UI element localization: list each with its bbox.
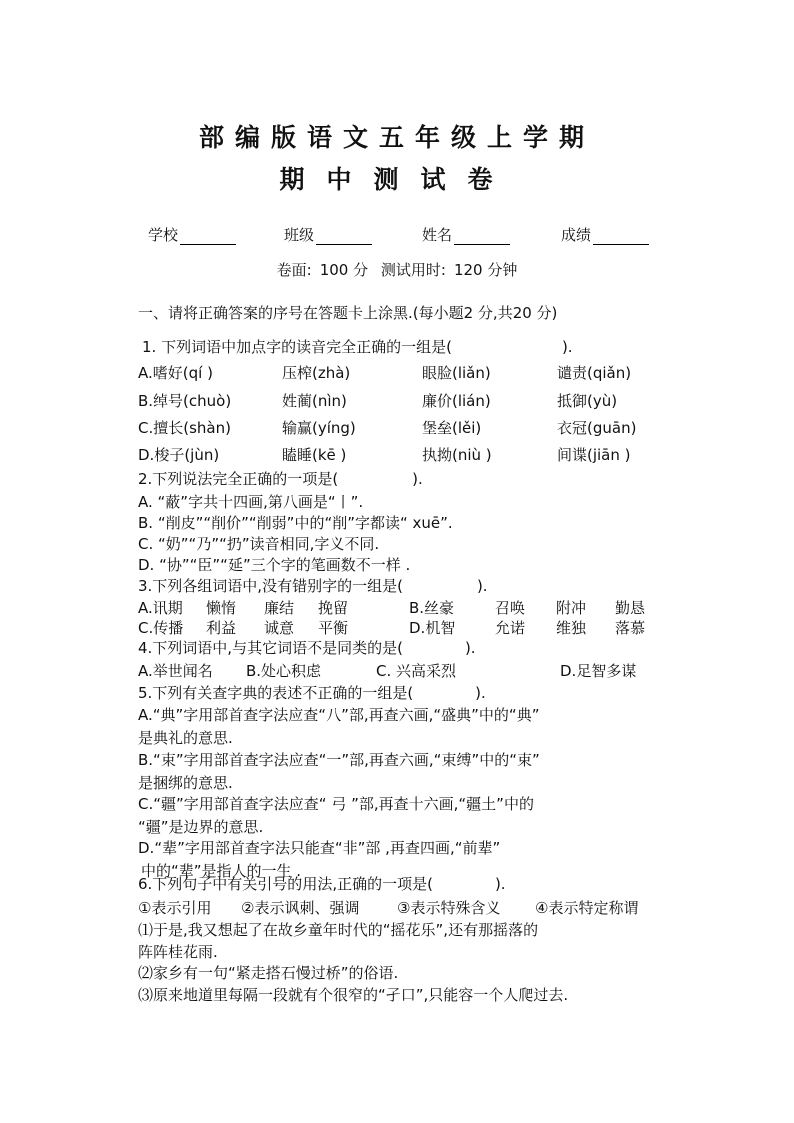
q1-row4-item3: 执拗(niù ) <box>422 446 492 464</box>
q2-option-c: C. “奶”“乃”“扔”读音相同,字义不同. <box>138 535 380 553</box>
paper-label: 卷面: <box>276 261 312 279</box>
q2-stem-text: 2.下列说法完全正确的一项是( <box>138 470 339 488</box>
q1-row4-item2: 瞌睡(kē ) <box>282 446 347 464</box>
q5-line-5: C.“疆”字用部首查字法应查“ 弓 ”部,再查十六画,“疆土”中的 <box>138 795 534 813</box>
q2-stem <box>138 468 423 489</box>
q1-stem-end: ). <box>561 338 573 356</box>
q5-line-1: A.“典”字用部首查字法应查“八”部,再查六画,“盛典”中的“典” <box>138 706 540 724</box>
q1-row1-item3: 眼脸(liǎn) <box>422 364 491 382</box>
q1-row3-item3: 堡垒(lěi) <box>422 419 482 437</box>
q3-stem-end: ). <box>476 577 488 595</box>
school-blank <box>180 230 236 245</box>
q6-stem-end: ). <box>494 875 506 893</box>
q6-use-3: ③表示特殊含义 <box>397 899 501 917</box>
q4-stem-text: 4.下列词语中,与其它词语不是同类的是( <box>138 639 403 657</box>
q5-line-4: 是捆绑的意思. <box>138 774 233 792</box>
q2-option-b: B. “削皮”“削价”“削弱”中的“削”字都读“ xuē”. <box>138 514 453 532</box>
q1-row3-item4: 衣冠(guān) <box>557 419 637 437</box>
q6-sentence-1-cont: 阵阵桂花雨. <box>138 943 218 961</box>
class-blank <box>316 230 372 245</box>
q6-stem-text: 6.下列句子中有关引号的用法,正确的一项是( <box>138 875 433 893</box>
name-blank <box>454 230 510 245</box>
q3-c-word-1: C.传播 <box>138 619 184 637</box>
q3-a-word-4: 挽留 <box>318 599 349 617</box>
q3-a-word-2: 懒惰 <box>206 599 237 617</box>
exam-meta <box>0 259 794 280</box>
q3-row-cd <box>138 617 658 637</box>
q4-option-a: A.举世闻名 <box>138 662 213 680</box>
q1-stem-text: 1. 下列词语中加点字的读音完全正确的一组是( <box>142 338 452 356</box>
q4-option-b: B.处心积虑 <box>246 662 322 680</box>
q6-stem <box>138 873 506 894</box>
school-field <box>148 224 236 245</box>
q3-b-word-4: 勤恳 <box>615 599 646 617</box>
q4-option-c: C. 兴高采烈 <box>376 662 457 680</box>
name-field <box>422 224 510 245</box>
q5-line-3: B.“束”字用部首查字法应查“一”部,再查六画,“束缚”中的“束” <box>138 751 540 769</box>
name-label: 姓名 <box>422 226 453 244</box>
q5-stem <box>138 682 486 703</box>
q3-b-word-3: 附冲 <box>556 599 587 617</box>
q1-row1-item4: 谴责(qiǎn) <box>557 364 632 382</box>
q3-c-word-2: 利益 <box>206 619 237 637</box>
q1-row2-item2: 姓蔺(nìn) <box>282 392 347 410</box>
class-field <box>284 224 372 245</box>
q4-option-d: D.足智多谋 <box>560 662 637 680</box>
section-one-heading: 一、请将正确答案的序号在答题卡上涂黑.(每小题2 分,共20 分) <box>138 304 558 322</box>
q1-row2-item3: 廉价(lián) <box>422 392 491 410</box>
q3-d-word-3: 维独 <box>556 619 587 637</box>
exam-title: 部编版语文五年级上学期 <box>198 123 595 152</box>
q6-sentence-3: ⑶原来地道里每隔一段就有个很窄的“孑口”,只能容一个人爬过去. <box>138 986 569 1004</box>
paper-value: 100 分 <box>319 261 369 279</box>
q5-stem-end: ). <box>475 684 486 702</box>
score-field <box>561 224 649 245</box>
time-value: 120 分钟 <box>453 261 518 279</box>
q6-use-2: ②表示讽刺、强调 <box>241 899 360 917</box>
q1-row4-item1: D.梭子(jùn) <box>138 446 220 464</box>
q3-c-word-4: 平衡 <box>318 619 349 637</box>
q3-a-word-3: 廉结 <box>264 599 295 617</box>
q3-a-word-1: A.讯期 <box>138 599 183 617</box>
q6-sentence-2: ⑵家乡有一句“紧走搭石慢过桥”的俗语. <box>138 964 399 982</box>
q5-line-8: 中的“辈”是指人的一生 . <box>141 862 302 880</box>
class-label: 班级 <box>284 226 315 244</box>
q3-b-word-1: B.丝豪 <box>409 599 455 617</box>
q1-row1-item1: A.嗜好(qí ) <box>138 364 213 382</box>
score-blank <box>593 230 649 245</box>
q6-sentence-1: ⑴于是,我又想起了在故乡童年时代的“摇花乐”,还有那摇落的 <box>138 921 539 939</box>
q4-options <box>138 660 658 680</box>
q2-option-d: D. “协”“臣”“延”三个字的笔画数不一样 . <box>138 556 411 574</box>
q3-d-word-1: D.机智 <box>409 619 456 637</box>
q3-row-ab <box>138 597 658 617</box>
q3-b-word-2: 召唤 <box>495 599 526 617</box>
q1-row2-item1: B.绰号(chuò) <box>138 392 232 410</box>
q6-usage-list <box>138 897 658 917</box>
q1-row4-item4: 间谍(jiān ) <box>557 446 631 464</box>
q1-row3-item1: C.擅长(shàn) <box>138 419 231 437</box>
q5-line-2: 是典礼的意思. <box>138 729 233 747</box>
q4-stem-end: ). <box>464 639 476 657</box>
q2-stem-end: ). <box>412 470 423 488</box>
exam-subtitle: 期中测试卷 <box>279 165 515 194</box>
q4-stem <box>138 637 476 658</box>
q3-stem <box>138 575 488 596</box>
q1-row1-item2: 压榨(zhà) <box>282 364 351 382</box>
q3-d-word-2: 允诺 <box>495 619 526 637</box>
q1-row3-item2: 输赢(yíng) <box>282 419 356 437</box>
q5-line-6: “疆”是边界的意思. <box>138 818 264 836</box>
student-info-row <box>148 224 658 244</box>
q5-stem-text: 5.下列有关查字典的表述不正确的一组是( <box>138 684 414 702</box>
q6-use-1: ①表示引用 <box>138 899 212 917</box>
time-label: 测试用时: <box>380 261 446 279</box>
q6-use-4: ④表示特定称谓 <box>535 899 639 917</box>
q1-row2-item4: 抵御(yù) <box>557 392 618 410</box>
q1-stem <box>142 336 573 357</box>
school-label: 学校 <box>148 226 179 244</box>
q5-line-7: D.“辈”字用部首查字法只能查“非”部 ,再查四画,“前辈” <box>138 839 501 857</box>
q3-c-word-3: 诚意 <box>264 619 295 637</box>
q3-stem-text: 3.下列各组词语中,没有错别字的一组是( <box>138 577 403 595</box>
q2-option-a: A. “蔽”字共十四画,第八画是“丨”. <box>138 493 364 511</box>
q3-d-word-4: 落慕 <box>615 619 646 637</box>
score-label: 成绩 <box>561 226 592 244</box>
